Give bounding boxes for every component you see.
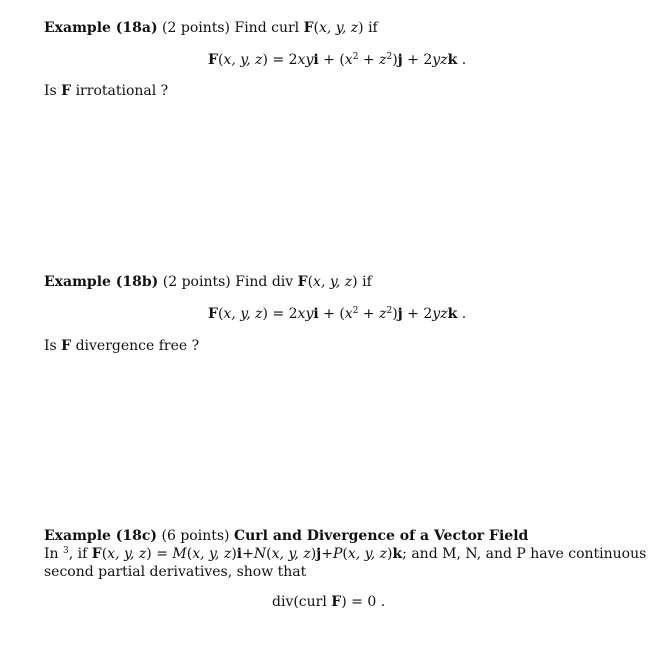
question-18b: Is F divergence free ? xyxy=(44,338,200,354)
prompt-pre: Find div xyxy=(235,274,294,290)
prompt-post: if xyxy=(362,274,372,290)
section-title: Curl and Divergence of a Vector Field xyxy=(233,528,529,544)
points: (6 points) xyxy=(161,528,230,544)
prompt-pre: Find curl xyxy=(234,20,300,36)
example-label: Example (18c) xyxy=(44,528,158,544)
example-18a-heading: Example (18a) (2 points) Find curl F(x, y, z) if xyxy=(44,20,378,36)
example-label: Example (18b) xyxy=(44,274,159,290)
question-18a: Is F irrotational ? xyxy=(44,83,169,99)
points: (2 points) xyxy=(162,274,231,290)
example-18c-line1: In $^3$, if F(x, y, z) = M(x, y, z)i+N(x, y, z)j+P(x, y, z)k; and M, N, and P have continuous xyxy=(44,546,647,562)
equation-18b: F(x, y, $z) = 2xyi + (x^2 + z^2)j + 2yzk$ . xyxy=(208,306,467,322)
example-label: Example (18a) xyxy=(44,20,158,36)
prompt-post: if xyxy=(368,20,378,36)
points: (2 points) xyxy=(162,20,231,36)
example-18c-line2: second partial derivatives, show that xyxy=(44,564,307,580)
example-18c-heading xyxy=(44,527,528,545)
equation-18a: F(x, y, $z) = 2xyi + (x^2 + z^2)j + 2yzk$ . xyxy=(208,52,467,68)
result-equation: div(curl F) = 0 . xyxy=(272,594,386,610)
example-18b-heading: Example (18b) (2 points) Find div F(x, y, z) if xyxy=(44,274,372,290)
